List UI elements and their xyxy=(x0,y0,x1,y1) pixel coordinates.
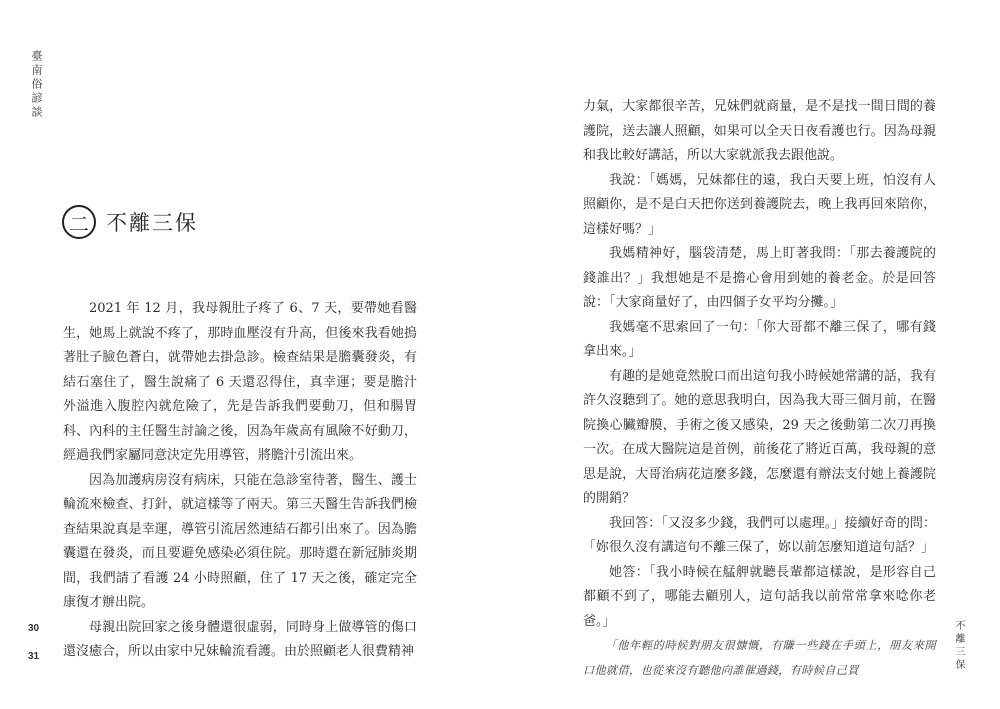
left-body-text xyxy=(63,297,417,665)
body-paragraph: 母親出院回家之後身體還很虛弱，同時身上做導管的傷口還沒癒合，所以由家中兄妹輪流看護。由於照顧老人很費精神 xyxy=(63,619,417,659)
body-paragraph: 她答：「我小時候在艋舺就聽長輩都這樣說，是形容自己都顧不到了，哪能去顧別人，這句話我以前常常拿來唸你老爸。」 xyxy=(583,564,936,629)
body-paragraph: 力氣，大家都很辛苦，兄妹們就商量，是不是找一間日間的養護院，送去讓人照顧，如果可以全天日夜看護也行。因為母親和我比較好講話，所以大家就派我去跟他說。 xyxy=(583,99,936,163)
right-body-text xyxy=(583,95,936,683)
chapter-heading xyxy=(62,205,198,239)
running-chapter-title: 不離三保 xyxy=(953,620,964,672)
body-paragraph: 有趣的是她竟然脫口而出這句我小時候她常講的話，我有許久沒聽到了。她的意思我明白，因為我大哥三個月前，在醫院換心臟瓣膜，手術之後又感染，29 天之後動第二次刀再換一次。在成大醫院這是首例，前後花了將近百萬，我母親的意思是說，大哥治病花這麼多錢，怎麼還有辦法支付她上養護院的開銷？ xyxy=(583,368,936,506)
body-paragraph: 我回答：「又沒多少錢，我們可以處理。」接續好奇的問：「妳很久沒有講這句不離三保了，妳以前怎麼知道這句話？」 xyxy=(583,515,936,555)
right-page xyxy=(500,0,1000,709)
body-paragraph: 因為加護病房沒有病床，只能在急診室待著，醫生、護士輪流來檢查、打針，就這樣等了兩天。第三天醫生告訴我們檢查結果說真是幸運，導管引流居然連結石都引出來了。因為膽囊還在發炎，而且要避免感染必須住院。那時還在新冠肺炎期間，我們請了看護 24 小時照顧，住了 17 天之後，確定完全康復才辦出院。 xyxy=(63,472,417,610)
body-paragraph: 我媽精神好，腦袋清楚，馬上盯著我問：「那去養護院的錢誰出？」我想她是不是擔心會用到她的養老金。於是回答說：「大家商量好了，由四個子女平均分攤。」 xyxy=(583,246,936,310)
body-paragraph: 我說：「媽媽，兄妹都住的遠，我白天要上班，怕沒有人照顧你，是不是白天把你送到養護院去，晚上我再回來陪你，這樣好嗎？」 xyxy=(583,172,936,237)
page-number-right: 31 xyxy=(28,651,40,662)
body-paragraph: 我媽毫不思索回了一句：「你大哥都不離三保了，哪有錢拿出來。」 xyxy=(583,319,936,359)
chapter-number-circle: 二 xyxy=(62,205,96,239)
page-number-left: 30 xyxy=(28,623,40,634)
chapter-title: 不離三保 xyxy=(106,211,198,235)
running-header: 臺南俗諺談 xyxy=(30,50,43,120)
body-paragraph: 2021 年 12 月，我母親肚子疼了 6、7 天，要帶她看醫生，她馬上就說不疼了，那時血壓沒有升高，但後來我看她摀著肚子臉色蒼白，就帶她去掛急診。檢查結果是膽囊發炎，有結石塞住了，醫生說痛了 6 天還忍得住，真幸運；要是膽汁外溢進入腹腔內就危險了，先是告訴我們要動刀，但和腸胃科、內科的主任醫生討論之後，因為年歲高有風險不好動刀，經過我們家屬同意決定先用導管，將膽汁引流出來。 xyxy=(63,301,417,463)
quoted-speech: 「他年輕的時候對朋友很慷慨，有賺一些錢在手頭上，朋友來開口他就借，也從來沒有聽他向誰催過錢，有時候自己買 xyxy=(583,639,936,677)
